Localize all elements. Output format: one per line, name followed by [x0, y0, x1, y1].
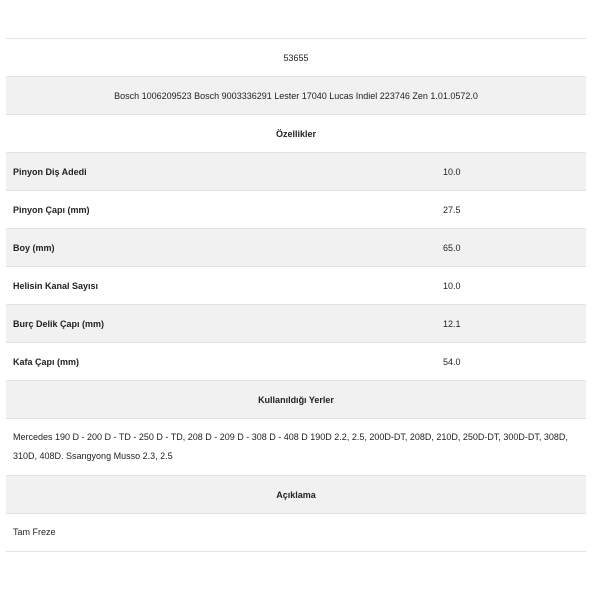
product-code: 53655	[283, 52, 309, 63]
cross-reference-row	[6, 77, 586, 115]
feature-label: Pinyon Diş Adedi	[13, 166, 87, 177]
feature-value: 54.0	[443, 356, 461, 367]
feature-value: 12.1	[443, 318, 461, 329]
feature-label: Boy (mm)	[13, 242, 55, 253]
description-heading-row	[6, 476, 586, 514]
product-code-row	[6, 39, 586, 77]
feature-value: 10.0	[443, 280, 461, 291]
feature-label: Kafa Çapı (mm)	[13, 356, 80, 367]
feature-row-helix-grooves	[6, 267, 586, 305]
feature-value: 27.5	[443, 204, 461, 215]
features-heading-row	[6, 115, 586, 153]
feature-row-pinion-teeth	[6, 153, 586, 191]
feature-row-pinion-diameter	[6, 191, 586, 229]
cross-reference-text: Bosch 1006209523 Bosch 9003336291 Lester 17040 Lucas Indiel 223746 Zen 1.01.0572.0	[114, 90, 478, 101]
feature-label: Pinyon Çapı (mm)	[13, 204, 90, 215]
feature-value: 10.0	[443, 166, 461, 177]
usage-row	[6, 419, 586, 476]
description-heading: Açıklama	[276, 489, 316, 500]
feature-row-bushing-bore	[6, 305, 586, 343]
features-heading: Özellikler	[275, 128, 317, 139]
feature-value: 65.0	[443, 242, 461, 253]
product-spec-table	[6, 38, 586, 552]
feature-row-length	[6, 229, 586, 267]
usage-text: Mercedes 190 D - 200 D - TD - 250 D - TD, 208 D - 209 D - 308 D - 408 D 190D 2.2, 2.5, 200D-DT, 208D, 210D, 250D-DT, 300D-DT, 308D, 310D, 408D. Ssangyong Musso 2.3, 2.5	[13, 432, 568, 461]
feature-row-head-diameter	[6, 343, 586, 381]
usage-heading: Kullanıldığı Yerler	[258, 394, 334, 405]
feature-label: Burç Delik Çapı (mm)	[13, 318, 105, 329]
feature-label: Helisin Kanal Sayısı	[13, 280, 99, 291]
description-row	[6, 514, 586, 552]
description-text: Tam Freze	[13, 527, 56, 537]
usage-heading-row	[6, 381, 586, 419]
